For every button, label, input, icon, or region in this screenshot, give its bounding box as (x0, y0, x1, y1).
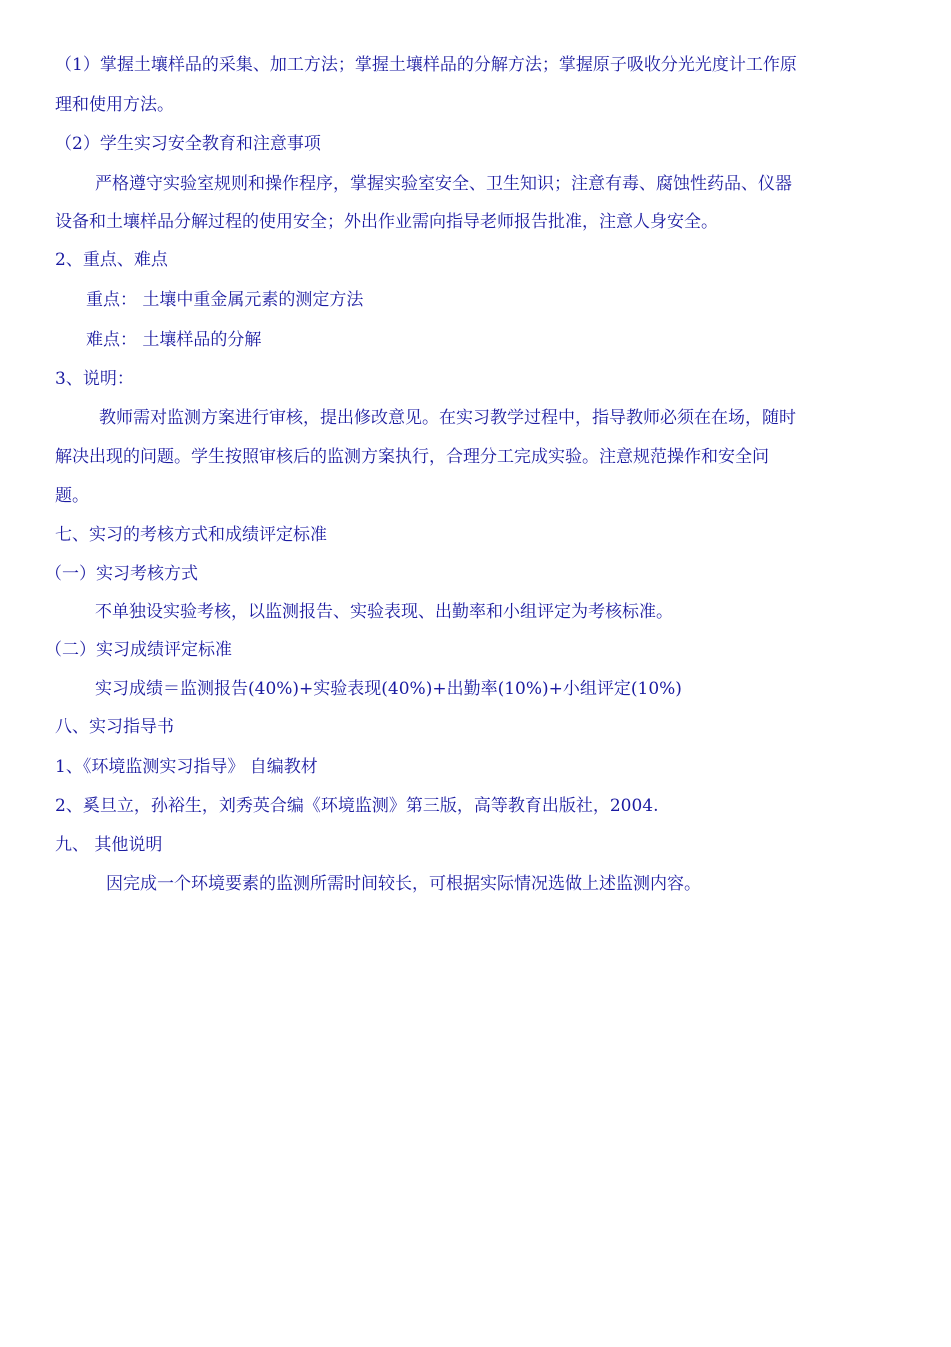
instructions-line-3: 题。 (55, 486, 89, 506)
guide-book-item-1: 1、《环境监测实习指导》 自编教材 (55, 757, 318, 777)
safety-paragraph-line-2: 设备和土壤样品分解过程的使用安全；外出作业需向指导老师报告批准，注意人身安全。 (55, 212, 718, 232)
grading-formula: 实习成绩＝监测报告(40%)+实验表现(40%)+出勤率(10%)+小组评定(10%) (95, 679, 682, 699)
section-3-heading: 3、说明： (55, 369, 134, 389)
section-2-heading: 2、重点、难点 (55, 250, 168, 270)
assessment-method-text: 不单独设实验考核，以监测报告、实验表现、出勤率和小组评定为考核标准。 (95, 602, 673, 622)
other-notes-text: 因完成一个环境要素的监测所需时间较长，可根据实际情况选做上述监测内容。 (106, 874, 701, 894)
objective-1-line-1: （1）掌握土壤样品的采集、加工方法；掌握土壤样品的分解方法；掌握原子吸收分光光度计工作原 (55, 55, 797, 75)
grading-standard-heading: （二）实习成绩评定标准 (45, 640, 232, 660)
section-7-heading: 七、实习的考核方式和成绩评定标准 (55, 525, 327, 545)
section-8-heading: 八、实习指导书 (55, 717, 174, 737)
difficult-point-line: 难点： 土壤样品的分解 (86, 330, 262, 350)
assessment-method-heading: （一）实习考核方式 (45, 564, 198, 584)
key-point-line: 重点： 土壤中重金属元素的测定方法 (86, 290, 364, 310)
instructions-line-2: 解决出现的问题。学生按照审核后的监测方案执行，合理分工完成实验。注意规范操作和安全问 (55, 447, 769, 467)
section-9-heading: 九、 其他说明 (55, 835, 163, 855)
guide-book-item-2: 2、奚旦立，孙裕生，刘秀英合编《环境监测》第三版，高等教育出版社，2004. (55, 796, 659, 816)
instructions-line-1: 教师需对监测方案进行审核，提出修改意见。在实习教学过程中，指导教师必须在在场，随时 (99, 408, 796, 428)
objective-1-line-2: 理和使用方法。 (55, 95, 174, 115)
safety-paragraph-line-1: 严格遵守实验室规则和操作程序，掌握实验室安全、卫生知识；注意有毒、腐蚀性药品、仪器 (95, 174, 792, 194)
objective-2-heading: （2）学生实习安全教育和注意事项 (55, 134, 321, 154)
